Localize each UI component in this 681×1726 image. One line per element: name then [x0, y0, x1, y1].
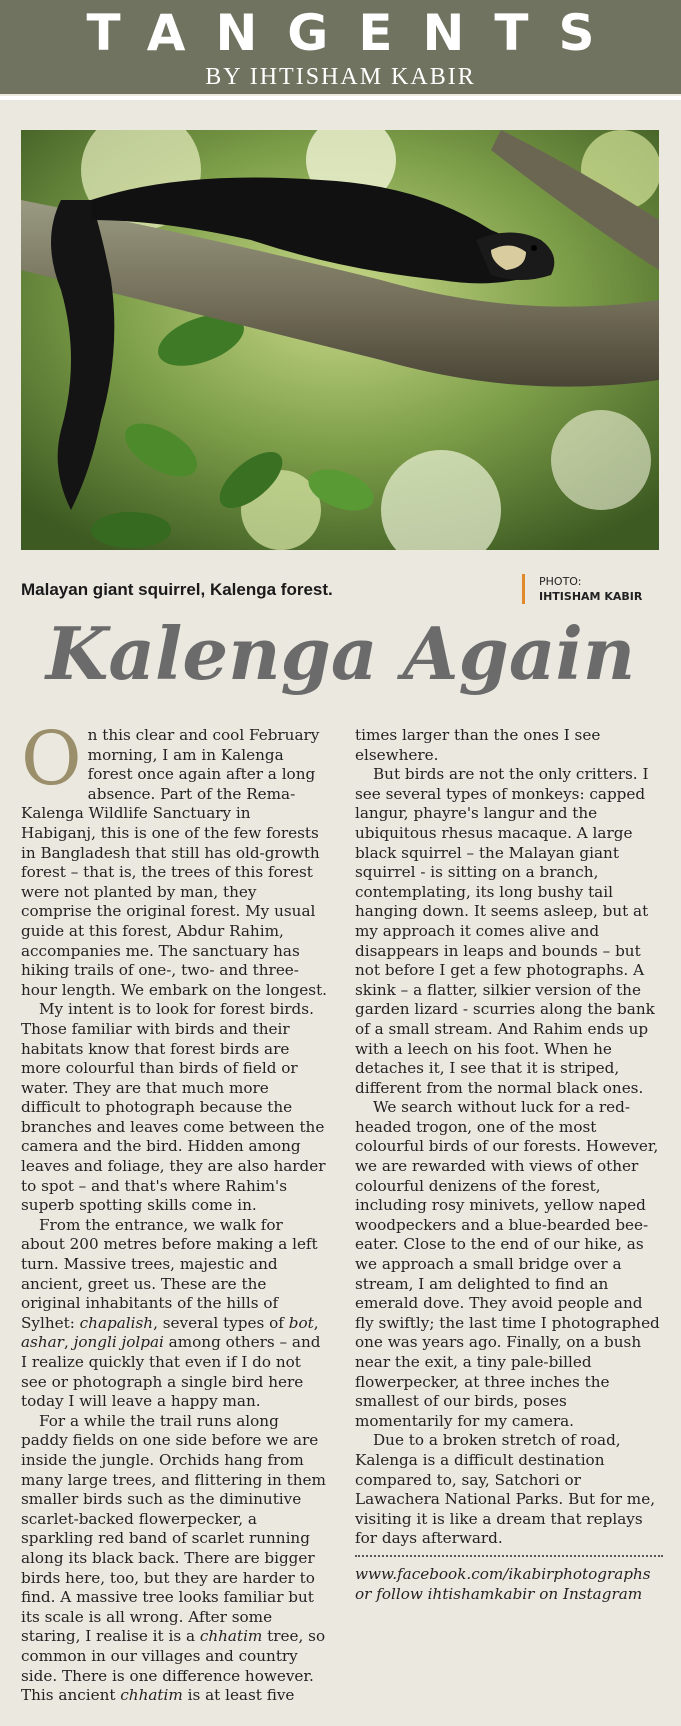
squirrel-photo: [21, 130, 659, 550]
paragraph: [21, 1216, 329, 1412]
paragraph-text: n this clear and cool February morning, I am in Kalenga forest once again after a long absence. Part of the Rema-Kalenga Wildlife Sanctuary in Habiganj, this is one of the few forests in Bangladesh that still has old-growth forest – that is, the trees of this forest were not planted by man, they comprise the original forest. My usual guide at this forest, Abdur Rahim, accompanies me. The sanctuary has hiking trails of one-, two- and three-hour length. We embark on the longest.: [21, 726, 327, 999]
column-title: TANGENTS: [86, 4, 625, 62]
italic-term: chhatim: [120, 1686, 183, 1705]
dotted-divider: [355, 1555, 663, 1557]
paragraph-text: ,: [63, 1333, 74, 1352]
paragraph-text: , several types of: [153, 1313, 289, 1332]
social-link[interactable]: www.facebook.com/ikabirphotographs or follow ihtishamkabir on Instagram: [355, 1564, 651, 1603]
paragraph-text: ,: [313, 1313, 319, 1332]
photo-credit: [522, 574, 642, 604]
italic-term: jongli jolpai: [73, 1333, 164, 1352]
byline: BY IHTISHAM KABIR: [205, 64, 476, 90]
paragraph: Due to a broken stretch of road, Kalenga is a difficult destination compared to, say, Satchori or Lawachera National Parks. But for me, visiting it is like a dream that replays for days afterward.: [355, 1431, 656, 1548]
italic-term: ashar: [21, 1333, 64, 1352]
masthead-rule: [0, 96, 681, 100]
paragraph: We search without luck for a red-headed trogon, one of the most colourful birds of our forests. However, we are rewarded with views of other colourful denizens of the forest, including rosy minivets, yellow naped woodpeckers and a blue-bearded bee-eater. Close to the end of our hike, as we approach a small bridge over a stream, I am delighted to find an emerald dove. They avoid people and fly swiftly; the last time I photographed one was years ago. Finally, on a bush near the exit, a tiny pale-billed flowerpecker, at three inches the smallest of our birds, poses momentarily for my camera.: [355, 1098, 660, 1430]
photo-caption: Malayan giant squirrel, Kalenga forest.: [21, 580, 333, 599]
italic-term: chapalish: [79, 1313, 154, 1332]
paragraph-text: among others – and I realize quickly that even if I do not see or photograph a single bird here today I will leave a happy man.: [21, 1333, 321, 1411]
masthead: [0, 0, 681, 94]
paragraph-text: is at least five times larger than the ones I see elsewhere.: [182, 726, 601, 1705]
squirrel-illustration: [21, 130, 659, 550]
paragraph-text: From the entrance, we walk for about 200 metres before making a left turn. Massive trees, majestic and ancient, greet us. These are the original inhabitants of the hills of Sylhet:: [21, 1215, 318, 1332]
italic-term: bot: [288, 1313, 314, 1332]
article-headline: Kalenga Again: [45, 611, 636, 696]
photo-credit-name: IHTISHAM KABIR: [539, 590, 643, 603]
paragraph: My intent is to look for forest birds. Those familiar with birds and their habitats know that forest birds are more colourful than birds of field or water. They are that much more difficult to photograph because the branches and leaves come between the camera and the bird. Hidden among leaves and foliage, they are also harder to spot – and that's where Rahim's superb spotting skills come in.: [21, 1000, 326, 1215]
italic-term: chhatim: [199, 1627, 263, 1646]
paragraph: But birds are not the only critters. I see several types of monkeys: capped langur, phayre's langur and the ubiquitous rhesus macaque. A large black squirrel – the Malayan giant squirrel - is sitting on a branch, contemplating, its long bushy tail hanging down. It seems asleep, but at my approach it comes alive and disappears in leaps and bounds – but not before I get a few photographs. A skink – a flatter, silkier version of the garden lizard - scurries along the bank of a small stream. And Rahim ends up with a leech on his foot. When he detaches it, I see that it is striped, different from the normal black ones.: [355, 765, 655, 1097]
paragraph-text: For a while the trail runs along paddy fields on one side before we are inside the jungle. Orchids hang from many large trees, and flittering in them smaller birds such as the diminutive scarlet-backed flowerpecker, a sparkling red band of scarlet running along its black back. There are bigger birds here, too, but they are harder to find. A massive tree looks familiar but its scale is all wrong. After some staring, I realise it is a: [21, 1411, 326, 1646]
paragraph: [21, 716, 329, 1000]
article-body: [21, 716, 663, 1716]
paragraph-text: tree, so common in our villages and country side. There is one difference however. This ancient: [21, 1627, 326, 1705]
drop-cap: O: [21, 716, 82, 802]
photo-credit-label: PHOTO:: [539, 575, 582, 588]
